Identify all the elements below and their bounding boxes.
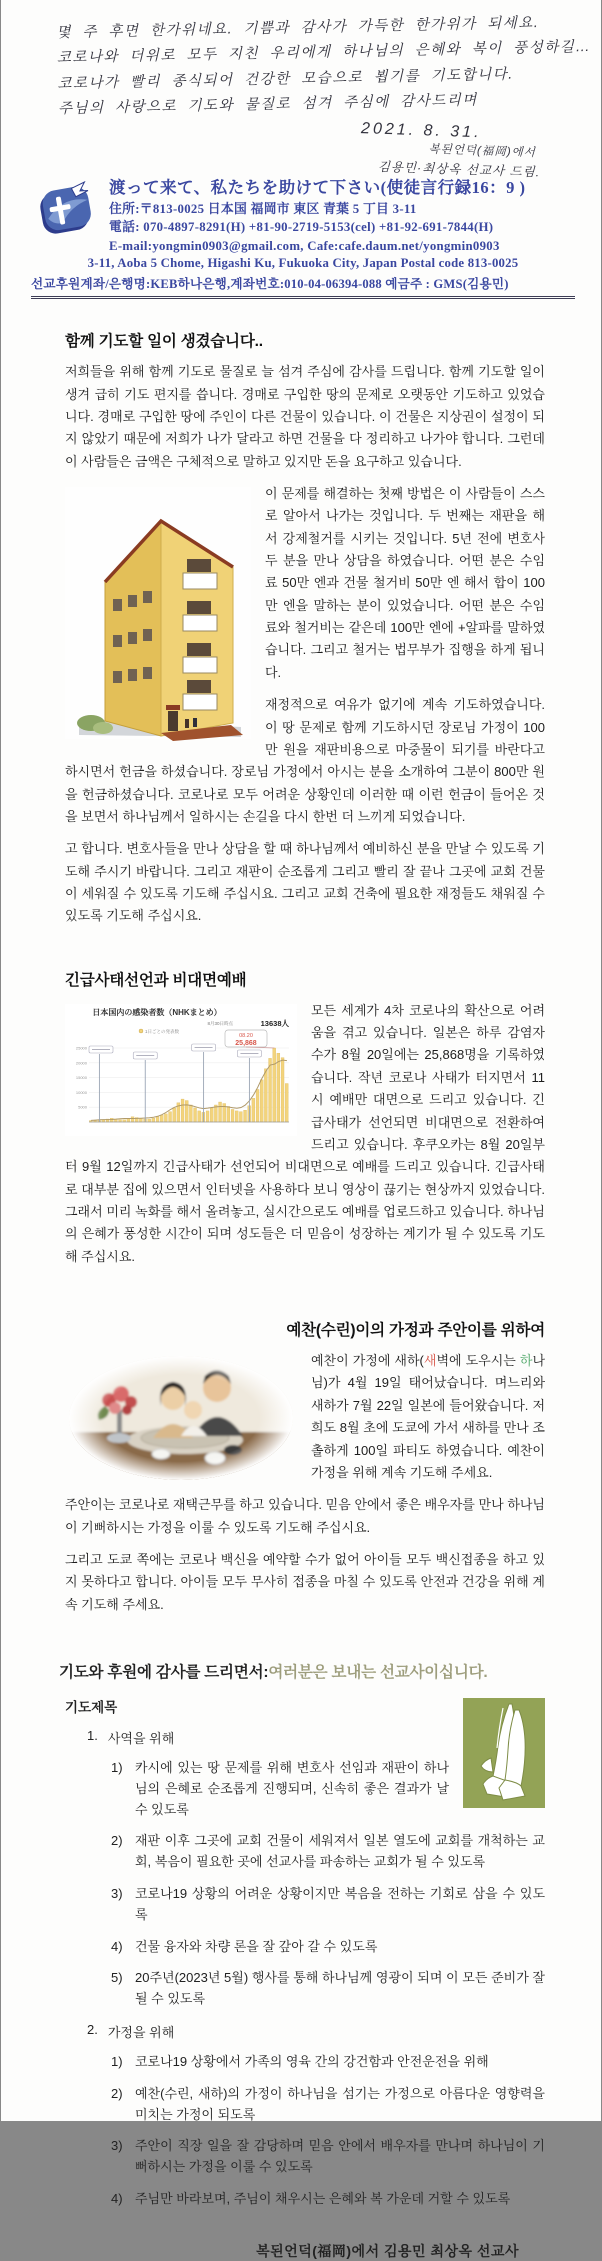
item-text: 재판 이후 그곳에 교회 건물이 세워져서 일본 열도에 교회를 개척하는 교회, 복음이 필요한 곳에 선교사를 파송하는 교회가 될 수 있도록 xyxy=(135,1833,545,1870)
letterhead xyxy=(31,174,575,300)
letterhead-address-jp: 住所:〒813-0025 日本国 福岡市 東区 青葉 5 丁目 3-11 xyxy=(109,201,417,216)
section3-title: 예찬(수린)이의 가정과 주안이를 위하여 xyxy=(286,1322,545,1340)
letterhead-title: 渡って来て、私たちを助けて下さい(使徒言行録16：9 ) xyxy=(109,177,526,197)
text-run: 예찬이 가정에 새하( xyxy=(311,1353,424,1369)
group-number: 1. xyxy=(87,1728,98,1744)
prayer-item xyxy=(111,2084,545,2126)
chart-asof-value: 13638人 xyxy=(260,1018,289,1028)
prayer-item xyxy=(111,2189,545,2210)
prayer-item xyxy=(111,2052,545,2073)
section1-paragraph: 저희들을 위해 함께 기도로 물질로 늘 섬겨 주심에 감사를 드립니다. 함께 기도할 일이 생겨 급히 기도 편지를 씁니다. 경매로 구입한 땅의 문제로 오랫동안 기도하고 있었습니다. 경매로 구입한 땅에 주인이 다른 건물이 있습니다. 이 건물은 지상권이 설정이 되지 않았기 때문에 저희가 나가 달라고 하면 건물을 다 정리하고 나가야 합니다. 그런데 이 사람들은 금액은 구체적으로 말하고 있지만 돈을 요구하고 있습니다. xyxy=(65,364,545,469)
family-photo xyxy=(65,1354,297,1482)
chart-title: 日本国内の感染者数（NHKまとめ） xyxy=(92,1007,222,1017)
prayer-subtitle: 기도제목 xyxy=(65,1700,118,1716)
svg-text:10000: 10000 xyxy=(75,1089,87,1095)
chart-asof-label: 8月30日時点 xyxy=(207,1020,233,1026)
prayer-item xyxy=(111,1937,545,1958)
item-number: 4) xyxy=(111,2190,123,2206)
svg-text:20000: 20000 xyxy=(75,1060,87,1066)
section1-paragraph: 이 문제를 해결하는 첫째 방법은 이 사람들이 스스로 알아서 나가는 것입니다. 두 번째는 재판을 해서 강제철거를 시키는 것입니다. 5년 전에 변호사 두 분을 만나 상담을 하였습니다. 어떤 분은 수임료 50만 엔과 건물 철거비 50만 엔 해서 합이 100만 엔을 말하는 분이 있었습니다. 어떤 분은 수임료와 철거비는 같은데 100만 엔에 +알파를 말하였습니다. 그리고 철거는 법무부가 집행을 하게 됩니다. xyxy=(265,485,545,680)
handwritten-line: 코로나가 빨리 종식되어 건강한 모습으로 뵙기를 기도합니다. xyxy=(57,66,514,92)
section3-paragraph: 주안이는 코로나로 재택근무를 하고 있습니다. 믿음 안에서 좋은 배우자를 만나 하나님이 기뻐하시는 가정을 이룰 수 있도록 기도해 주십시요. xyxy=(65,1497,545,1535)
handwritten-line: 주님의 사랑으로 기도와 물질로 섬겨 주심에 감사드리며 xyxy=(57,92,478,118)
group-number: 2. xyxy=(87,2022,98,2037)
item-number: 1) xyxy=(111,1760,123,1776)
section1-title: 함께 기도할 일이 생겼습니다.. xyxy=(65,333,263,351)
svg-text:15000: 15000 xyxy=(75,1074,87,1080)
item-number: 4) xyxy=(111,1938,123,1954)
section1-paragraph: 고 합니다. 변호사들을 만나 상담을 할 때 하나님께서 예비하신 분을 만날 수 있도록 기도해 주시기 바랍니다. 그리고 재판이 순조롭게 그리고 빨리 잘 끝나 그곳에 교회 건물이 세워질 수 있도록 기도해 주십시요. 그리고 교회 건축에 필요한 재정들도 채워질 수 있도록 기도해 주십시요. xyxy=(65,841,545,924)
section1-wrap xyxy=(65,483,545,938)
item-number: 3) xyxy=(111,1886,123,1902)
prayer-item xyxy=(111,1884,545,1926)
handwritten-signature xyxy=(0,107,602,182)
building-rendering-image xyxy=(65,487,251,739)
item-number: 3) xyxy=(111,2138,123,2154)
text-run-green: 하 xyxy=(519,1353,533,1369)
letter-body xyxy=(1,329,601,2261)
handwritten-from-names: 김용민·최상옥 선교사 드림. xyxy=(377,159,541,179)
covid-cases-chart-image xyxy=(65,1004,297,1136)
handwritten-line: 코로나와 더위로 모두 지친 우리에게 하나님의 은혜와 복이 풍성하길… xyxy=(56,39,592,67)
item-number: 2) xyxy=(111,2085,123,2101)
handwritten-line: 몇 주 후면 한가위네요. 기쁨과 감사가 가득한 한가위가 되세요. xyxy=(56,15,540,42)
item-text: 예찬(수린, 새하)의 가정이 하나님을 섬기는 가정으로 아름다운 영향력을 미치는 가정이 되도록 xyxy=(135,2085,545,2122)
prayer-item xyxy=(111,1758,449,1820)
section2-paragraph: 모든 세계가 4차 코로나의 확산으로 어려움을 겪고 있습니다. 일본은 하루 감염자 수가 8월 20일에는 25,868명을 기록하였습니다. 작년 코로나 사태가 터지면서 11시 예배만 대면으로 드리고 있습니다. 긴급사태가 선언되면 비대면으로 전환하여 드리고 있습니다. 후쿠오카는 8월 20일부터 9월 12일까지 긴급사태가 선언되어 비대면으로 예배를 드리고 있습니다. 긴급사태로 대부분 집에 있으면서 인터넷을 사용하다 보니 영상이 끊기는 현상까지 있었습니다. 그래서 미리 녹화를 해서 올려놓고, 실시간으로도 예배를 업로드하고 있습니다. 하나님의 은혜가 풍성한 시간이 되며 성도들은 더 믿음이 성장하는 계기가 될 수 있도록 기도해 주십시요. xyxy=(65,1002,545,1264)
item-text: 20주년(2023년 5월) 행사를 통해 하나님께 영광이 되며 이 모든 준비가 잘 될 수 있도록 xyxy=(135,1970,545,2007)
prayer-item xyxy=(111,2136,545,2178)
newsletter-page xyxy=(1,0,601,2259)
group-title: 사역을 위해 xyxy=(107,1731,175,1747)
group-title: 가정을 위해 xyxy=(107,2025,175,2040)
chart-callout-date: 08.20 xyxy=(239,1032,253,1039)
svg-text:25000: 25000 xyxy=(75,1045,87,1051)
thanks-heading-black: 기도와 후원에 감사를 드리면서: xyxy=(59,1664,269,1682)
item-text: 주안이 직장 일을 잘 감당하며 믿음 안에서 배우자를 만나며 하나님이 기뻐하시는 가정을 이룰 수 있도록 xyxy=(135,2138,545,2175)
section3-paragraph: 그리고 도쿄 쪽에는 코로나 백신을 예약할 수가 없어 아이들 모두 백신접종을 하고 있지 못하다고 합니다. 아이들 모두 무사히 접종을 마칠 수 있도록 안전과 건강을 위해 계속 기도해 주세요. xyxy=(65,1551,545,1612)
praying-hands-icon xyxy=(463,1698,545,1808)
text-run: 벽에 도우시는 xyxy=(436,1353,520,1369)
letterhead-phone: 電話: 070-4897-8291(H) +81-90-2719-5153(cel) +81-92-691-7844(H) xyxy=(109,220,494,235)
prayer-item xyxy=(111,1968,545,2010)
prayer-section xyxy=(65,1696,545,2221)
thanks-heading-olive: 여러분은 보내는 선교사이십니다. xyxy=(268,1664,488,1682)
item-number: 1) xyxy=(111,2054,123,2069)
handwritten-date: 2021. 8. 31. xyxy=(360,119,482,141)
text-run-red: 새 xyxy=(423,1353,437,1369)
chart-legend: 1日ごとの発表数 xyxy=(145,1028,180,1034)
item-text: 주님만 바라보며, 주님이 채우시는 은혜와 복 가운데 거할 수 있도록 xyxy=(135,2190,511,2206)
section2-title: 긴급사태선언과 비대면예배 xyxy=(65,971,247,989)
chart-callout xyxy=(225,1030,267,1047)
svg-text:5000: 5000 xyxy=(78,1104,87,1110)
closing-signature: 복된언덕(福岡)에서 김용민 최상옥 선교사 xyxy=(256,2242,519,2259)
item-number: 5) xyxy=(111,1970,123,1986)
handwritten-note xyxy=(0,0,602,124)
prayer-item xyxy=(111,1831,545,1873)
text-run: 나님)가 4월 19일 태어났습니다. 며느리와 새하가 7월 22일 일본에 들어왔습니다. 저희도 8월 초에 도쿄에 가서 새하를 만나 조촐하게 100일 파티도 하였습니다. 예찬이 가정을 위해 계속 기도해 주세요. xyxy=(311,1353,545,1480)
thanks-heading xyxy=(59,1660,545,1682)
prayer-group-2 xyxy=(87,2022,545,2210)
cross-dove-logo-icon xyxy=(31,174,109,247)
item-number: 2) xyxy=(111,1833,123,1849)
item-text: 카시에 있는 땅 문제를 위해 변호사 선임과 재판이 하나님의 은혜로 순조롭게 진행되며, 신속히 좋은 결과가 날 수 있도록 xyxy=(135,1760,449,1817)
section2-wrap xyxy=(65,1000,545,1278)
letterhead-email: E-mail:yongmin0903@gmail.com, Cafe:cafe.daum.net/yongmin0903 xyxy=(109,238,500,253)
handwritten-from-place: 복된언덕(福岡)에서 xyxy=(428,142,537,159)
letterhead-address-en: 3-11, Aoba 5 Chome, Higashi Ku, Fukuoka City, Japan Postal code 813-0025 xyxy=(87,256,519,271)
letterhead-support-account: 선교후원계좌/은행명:KEB하나은행,계좌번호:010-04-06394-088 예금주 : GMS(김용민) xyxy=(31,273,575,299)
item-text: 건물 융자와 차량 론을 잘 갚아 갈 수 있도록 xyxy=(135,1938,378,1954)
item-text: 코로나19 상황에서 가족의 영육 간의 강건함과 안전운전을 위해 xyxy=(135,2054,489,2069)
item-text: 코로나19 상황의 어려운 상황이지만 복음을 전하는 기회로 삼을 수 있도록 xyxy=(135,1886,545,1922)
section3-wrap xyxy=(65,1350,545,1626)
chart-callout-value: 25,868 xyxy=(235,1039,257,1047)
section1-paragraph: 재정적으로 여유가 없기에 계속 기도하였습니다. 이 땅 문제로 함께 기도하시던 장로님 가정이 100만 원을 재판비용으로 마중물이 되기를 바란다고 하시면서 헌금을 하셨습니다. 장로님 가정에서 아시는 분을 소개하여 그분이 800만 원을 헌금하셨습니다. 코로나로 모두 어려운 상황인데 이러한 때 이런 헌금이 들어온 것을 보면서 하나님께서 일하시는 손길을 다시 한번 더 느끼게 되었습니다. xyxy=(65,697,545,824)
